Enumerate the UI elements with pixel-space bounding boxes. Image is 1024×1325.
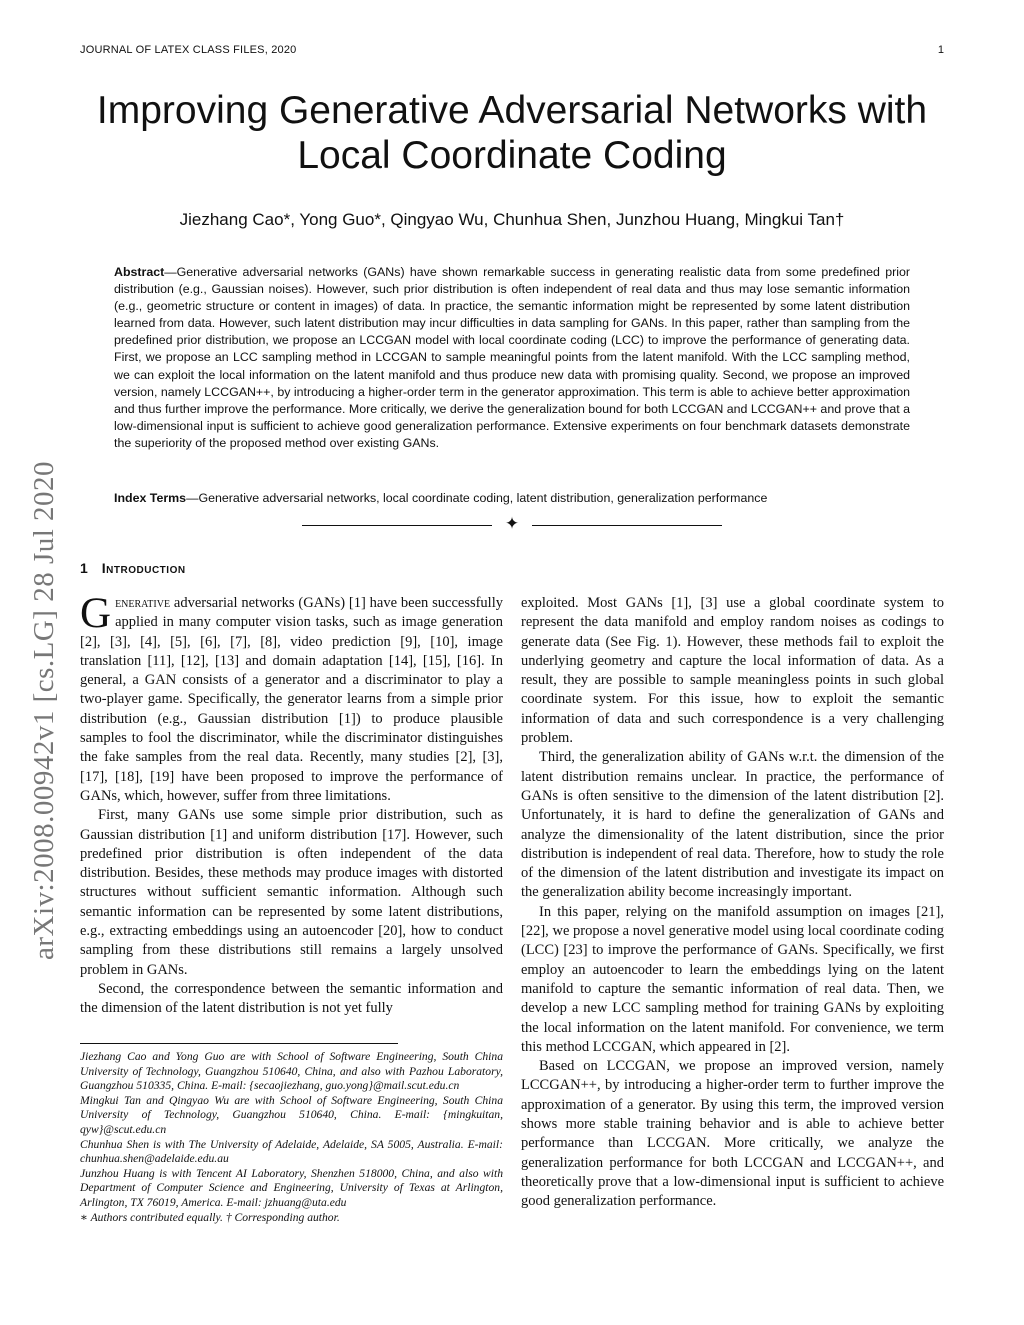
divider-star-icon: ✦	[504, 514, 520, 533]
section-title: Introduction	[101, 560, 186, 576]
left-column	[80, 590, 503, 1019]
divider-line-left	[302, 525, 492, 526]
footnote-2: Mingkui Tan and Qingyao Wu are with School of Software Engineering, South China University of Technology, Guangzhou 510640, China. E-mail: {mingkuitan, qyw}@scut.edu.cn	[80, 1093, 503, 1136]
abstract-text: —Generative adversarial networks (GANs) have shown remarkable success in generating realistic data from some predefined prior distribution (e.g., Gaussian noises). However, such prior distribution is often independent of real data and thus may lose semantic information (e.g., geometric structure or content in images) of data. In practice, the semantic information might be represented by some latent distribution learned from data. However, such latent distribution may incur difficulties in data sampling for GANs. In this paper, rather than sampling from the predefined prior distribution, we propose an LCCGAN model with local coordinate coding (LCC) to improve the performance of generating data. First, we propose an LCC sampling method in LCCGAN to sample meaningful points from the latent manifold. With the LCC sampling method, we can exploit the local information on the latent manifold and thus produce new data with promising quality. Second, we propose an improved version, namely LCCGAN++, by introducing a higher-order term in the generator approximation. This term is able to achieve better approximation and thus further improve the performance. More critically, we derive the generalization bound for both LCCGAN and LCCGAN++ and prove that a low-dimensional input is sufficient to achieve good generalization performance. Extensive experiments on four benchmark datasets demonstrate the superiority of the proposed method over existing GANs.	[114, 265, 910, 450]
paper-title: Improving Generative Adversarial Networks with Local Coordinate Coding	[96, 89, 928, 178]
running-header: JOURNAL OF LATEX CLASS FILES, 2020	[80, 44, 297, 56]
page-number: 1	[937, 44, 944, 56]
footnote-1: Jiezhang Cao and Yong Guo are with School of Software Engineering, South China University of Technology, Guangzhou 510640, China, and also with Pazhou Laboratory, Guangzhou 510335, China. E-mail: {secaojiezhang, guo.yong}@mail.scut.edu.cn	[80, 1050, 503, 1093]
author-list: Jiezhang Cao*, Yong Guo*, Qingyao Wu, Chunhua Shen, Junzhou Huang, Mingkui Tan†	[179, 210, 845, 229]
footnote-3: Chunhua Shen is with The University of Adelaide, Adelaide, SA 5005, Australia. E-mail: chunhua.shen@adelaide.edu.au	[80, 1137, 503, 1166]
abstract-label: Abstract	[114, 265, 165, 279]
intro-paragraph-3-cont: exploited. Most GANs [1], [3] use a global coordinate system to represent the data manifold and employ random noises as codings to generate data (See Fig. 1). However, these methods fail to exploit the underlying geometry and capture the local information of data. As a result, they are possible to sample meaningless points in such global coordinate system. For this issue, how to exploit the semantic information of data and such correspondence is a very challenging problem.	[521, 595, 944, 747]
intro-p1-text: adversarial networks (GANs) [1] have been successfully applied in many computer vision tasks, such as image generation [2], [3], [4], [5], [6], [7], [8], video prediction [9], [10], image translation [11], [12], [13] and domain adaptation [14], [15], [16]. In general, a GAN consists of a generator and a discriminator to play a two-player game. Specifically, the generator learns from a simple prior distribution (e.g., Gaussian distribution [1]) to produce plausible samples to fool the discriminator, while the discriminator distinguishes the fake samples from the real data. Recently, many studies [2], [3], [17], [18], [19] have been proposed to improve the performance of GANs, which, however, suffer from three limitations.	[80, 595, 503, 804]
footnote-4: Junzhou Huang is with Tencent AI Laboratory, Shenzhen 518000, China, and also with Department of Computer Science and Engineering, University of Texas at Arlington, Arlington, TX 76019, America. E-mail: jzhuang@uta.edu	[80, 1166, 503, 1209]
intro-paragraph-5: In this paper, relying on the manifold assumption on images [21], [22], we propose a novel generative model using local coordinate coding (LCC) [23] to improve the performance of GANs. Specifically, we first employ an autoencoder to learn the embeddings lying on the latent manifold to capture the semantic information of real data. Then, we develop a new LCC sampling method for training GANs by exploiting the local information on the latent manifold. For convenience, we term this method LCCGAN, which appeared in [2].	[521, 903, 944, 1055]
right-column	[521, 594, 944, 1212]
intro-paragraph-1	[80, 590, 503, 806]
abstract	[114, 264, 910, 452]
arxiv-stamp: arXiv:2008.00942v1 [cs.LG] 28 Jul 2020	[28, 460, 60, 960]
intro-paragraph-6: Based on LCCGAN, we propose an improved version, namely LCCGAN++, by introducing a higher-order term to further improve the approximation of a generator. By using this term, the improved version shows more stable training behavior and is able to achieve better performance than LCCGAN. More critically, we analyze the generalization performance for both LCCGAN and LCCGAN++, and theoretically prove that a low-dimensional input is sufficient to achieve good generalization performance.	[521, 1058, 944, 1210]
drop-cap: G	[80, 590, 112, 637]
index-terms	[114, 491, 910, 505]
section-divider	[302, 516, 722, 536]
lead-word: enerative	[115, 595, 171, 611]
index-terms-label: Index Terms	[114, 491, 187, 505]
intro-paragraph-3: Second, the correspondence between the semantic information and the dimension of the latent distribution is not yet fully	[80, 980, 503, 1017]
divider-line-right	[532, 525, 722, 526]
section-heading	[80, 560, 186, 576]
footnote-rule	[80, 1043, 398, 1044]
intro-paragraph-4: Third, the generalization ability of GANs w.r.t. the dimension of the latent distribution remains unclear. In practice, the performance of GANs is often sensitive to the dimension of the latent distribution [2]. Unfortunately, it is hard to define the generalization of GANs and analyze the dimensionality of the latent distribution, since the prior distribution is independent of real data. Therefore, how to study the role of the dimension of the latent distribution and investigate its impact on the generalization ability become increasingly important.	[521, 749, 944, 901]
section-number: 1	[80, 560, 88, 576]
footnotes	[80, 1050, 503, 1225]
intro-paragraph-2: First, many GANs use some simple prior distribution, such as Gaussian distribution [1] and uniform distribution [17]. However, such predefined prior distribution is often independent of the data distribution. Besides, these methods may produce images with distorted structures without sufficient semantic information. Although such semantic information can be represented by some latent distributions, e.g., extracting embeddings using an autoencoder [20], how to conduct sampling from these distributions still remains a largely unsolved problem in GANs.	[80, 807, 503, 978]
index-terms-text: —Generative adversarial networks, local coordinate coding, latent distribution, generalization performance	[186, 491, 768, 505]
footnote-5: ∗ Authors contributed equally. † Corresponding author.	[80, 1210, 340, 1224]
